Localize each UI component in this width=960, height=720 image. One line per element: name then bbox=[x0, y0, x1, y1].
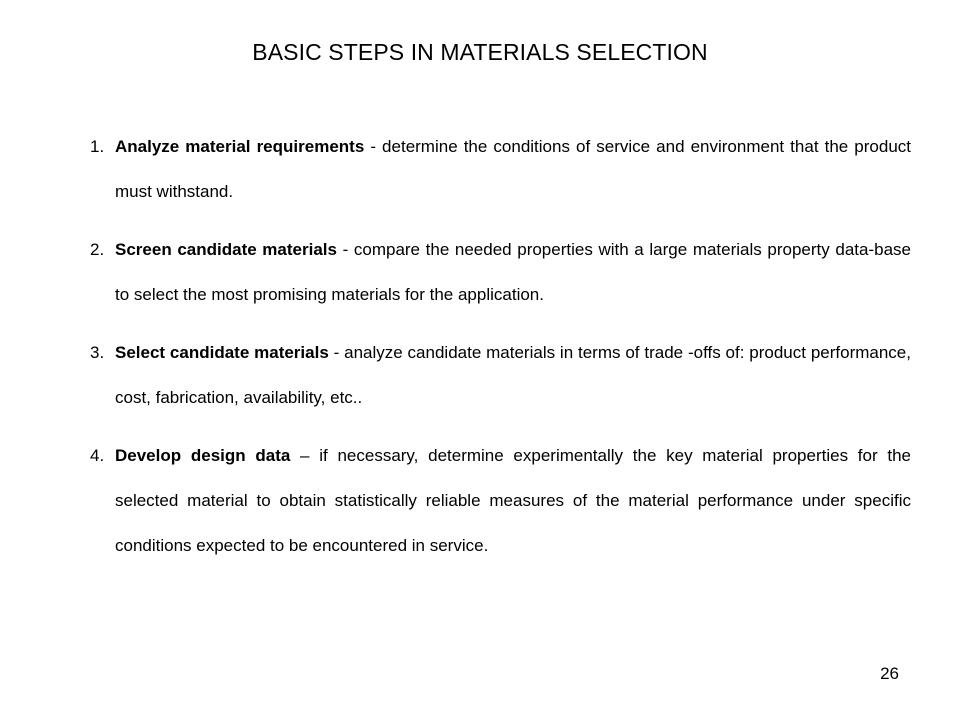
step-item bbox=[80, 330, 911, 420]
step-number: 1. bbox=[90, 137, 105, 156]
step-description: - determine the conditions of service and environment that the product must withstand. bbox=[115, 137, 911, 201]
step-name: Develop design data bbox=[115, 446, 291, 465]
step-number: 4. bbox=[90, 446, 105, 465]
step-item bbox=[80, 433, 911, 568]
step-item bbox=[80, 227, 911, 317]
step-name: Analyze material requirements bbox=[115, 137, 365, 156]
step-name: Select candidate materials bbox=[115, 343, 329, 362]
step-description: – if necessary, determine experimentally the key material properties for the selected material to obtain statistically reliable measures of the material performance under specific conditions expected to be encountered in service. bbox=[115, 446, 911, 555]
page-number: 26 bbox=[880, 664, 899, 683]
slide-title: BASIC STEPS IN MATERIALS SELECTION bbox=[252, 39, 708, 65]
step-name: Screen candidate materials bbox=[115, 240, 337, 259]
step-number: 3. bbox=[90, 343, 105, 362]
step-number: 2. bbox=[90, 240, 105, 259]
steps-list bbox=[80, 124, 911, 581]
step-description: - compare the needed properties with a large materials property data-base to select the most promising materials for the application. bbox=[115, 240, 911, 304]
step-item bbox=[80, 124, 911, 214]
step-description: - analyze candidate materials in terms of trade -offs of: product performance, cost, fabrication, availability, etc.. bbox=[115, 343, 911, 407]
